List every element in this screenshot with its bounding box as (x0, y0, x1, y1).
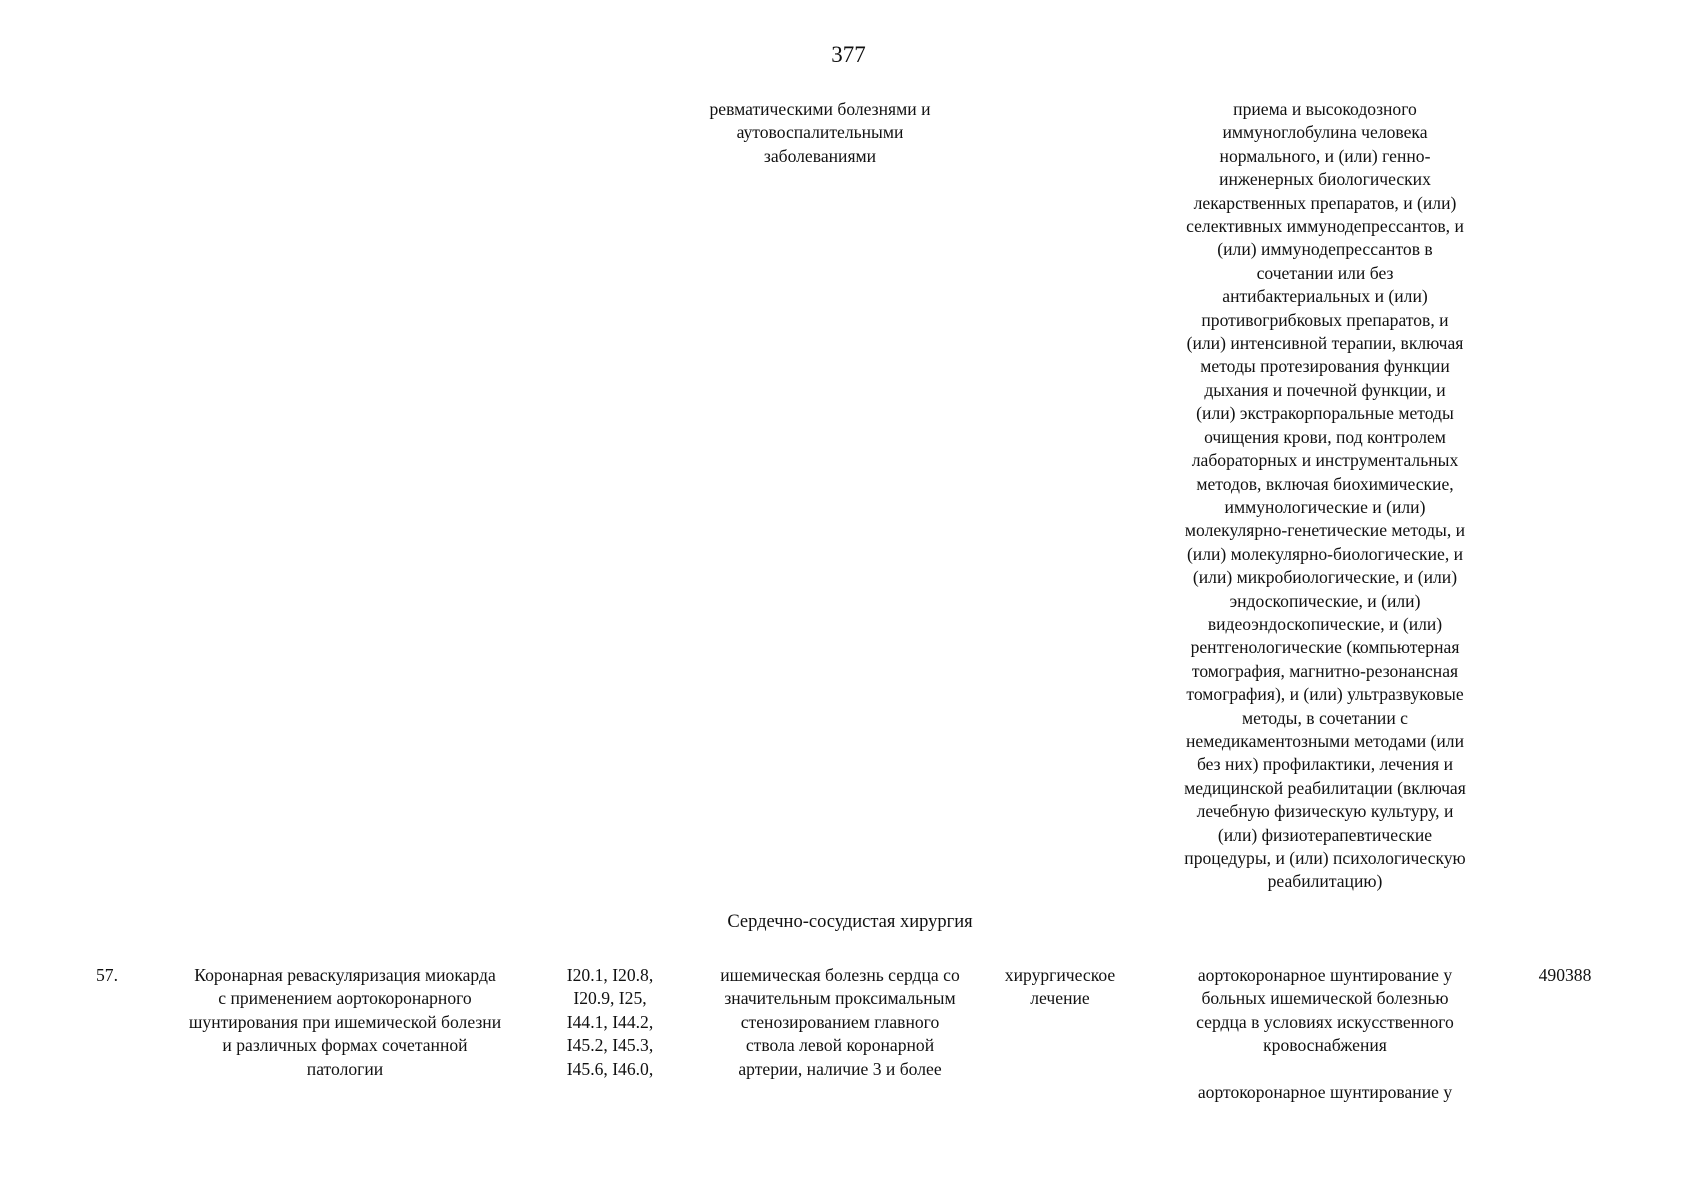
text-line: Коронарная реваскуляризация миокарда (194, 965, 496, 985)
text-line: лабораторных и инструментальных (1191, 450, 1459, 471)
row-number: 57. (96, 965, 118, 985)
text-line: ишемическая болезнь сердца со (720, 965, 960, 985)
text-line: иммунологические и (или) (1224, 496, 1426, 517)
text-line: антибактериальных и (или) (1222, 286, 1428, 307)
text-line: заболеваниями (763, 145, 877, 166)
text-line: методы протезирования функции (1200, 356, 1450, 377)
text-line: и различных формах сочетанной (222, 1035, 468, 1056)
text-line: аортокоронарное шунтирование у (1197, 965, 1453, 985)
text-line: лечение (1030, 988, 1090, 1009)
text-line: без них) профилактики, лечения и (1196, 754, 1454, 775)
text-line: хирургическое (1004, 965, 1116, 985)
text-line: реабилитацию) (1267, 871, 1383, 892)
text-line: молекулярно-генетические методы, и (1184, 520, 1466, 541)
text-line: процедуры, и (или) психологическую (1184, 848, 1466, 868)
text-line: сердца в условиях искусственного (1196, 1011, 1454, 1032)
text-line: сочетании или без (1256, 262, 1394, 283)
text-line: I20.1, I20.8, (566, 965, 654, 985)
text-line: томография), и (или) ультразвуковые (1186, 684, 1464, 705)
text-line: немедикаментозными методами (или (1185, 730, 1464, 751)
text-line: очищения крови, под контролем (1204, 426, 1446, 447)
continued-method-cell (1140, 98, 1510, 894)
text-line: I45.6, I46.0, (566, 1058, 654, 1079)
text-line: лечебную физическую культуру, и (1196, 801, 1454, 822)
text-line: (или) экстракорпоральные методы (1196, 403, 1454, 424)
text-line: I44.1, I44.2, (566, 1011, 654, 1032)
text-line: ствола левой коронарной (745, 1035, 935, 1056)
text-line: методы, в сочетании с (1242, 707, 1408, 728)
row-name-cell (160, 964, 530, 1081)
page-number: 377 (831, 42, 866, 67)
text-line: селективных иммунодепрессантов, и (1186, 216, 1464, 237)
text-line: медицинской реабилитации (включая (1184, 777, 1466, 798)
text-line: (или) микробиологические, и (или) (1192, 567, 1458, 588)
text-line: видеоэндоскопические, и (или) (1207, 613, 1443, 634)
text-line: томография, магнитно-резонансная (1191, 660, 1459, 681)
text-line: кровоснабжения (1263, 1035, 1387, 1056)
text-line: иммуноглобулина человека (1222, 122, 1428, 143)
row-method-cell (1140, 964, 1510, 1104)
text-line: (или) молекулярно-биологические, и (1186, 543, 1464, 564)
text-line: аутовоспалительными (736, 122, 904, 143)
text-line: лекарственных препаратов, и (или) (1193, 192, 1457, 213)
text-line: инженерных биологических (1219, 169, 1431, 190)
continued-condition-cell (660, 98, 980, 168)
text-line: ревматическими болезнями и (709, 99, 931, 119)
section-heading: Сердечно-сосудистая хирургия (727, 912, 973, 932)
text-line: шунтирования при ишемической болезни (188, 1011, 502, 1032)
text-line: с применением аортокоронарного (218, 988, 472, 1009)
text-line: методов, включая биохимические, (1196, 473, 1454, 494)
text-line: патологии (306, 1058, 384, 1079)
row-treatment-cell (990, 964, 1130, 1011)
text-line: приема и высокодозного (1233, 99, 1417, 119)
row-cost: 490388 (1538, 965, 1592, 985)
text-line: артерии, наличие 3 и более (738, 1058, 942, 1079)
text-line: больных ишемической болезнью (1201, 988, 1449, 1009)
row-codes-cell (545, 964, 675, 1081)
method-variant-1 (1140, 964, 1510, 1058)
text-line: нормального, и (или) генно- (1219, 145, 1431, 166)
text-line: стенозированием главного (740, 1011, 940, 1032)
text-line: значительным проксимальным (724, 988, 956, 1009)
text-line: (или) интенсивной терапии, включая (1186, 333, 1464, 354)
text-line: аортокоронарное шунтирование у (1197, 1081, 1453, 1102)
text-line: противогрибковых препаратов, и (1201, 309, 1449, 330)
text-line: (или) физиотерапевтические (1217, 824, 1433, 845)
text-line: эндоскопические, и (или) (1229, 590, 1421, 611)
text-line: дыхания и почечной функции, и (1204, 379, 1446, 400)
row-condition-cell (680, 964, 1000, 1081)
text-line: рентгенологические (компьютерная (1190, 637, 1460, 658)
method-variant-2 (1140, 1081, 1510, 1104)
text-line: (или) иммунодепрессантов в (1217, 239, 1433, 260)
text-line: I45.2, I45.3, (566, 1035, 654, 1056)
text-line: I20.9, I25, (573, 988, 647, 1009)
